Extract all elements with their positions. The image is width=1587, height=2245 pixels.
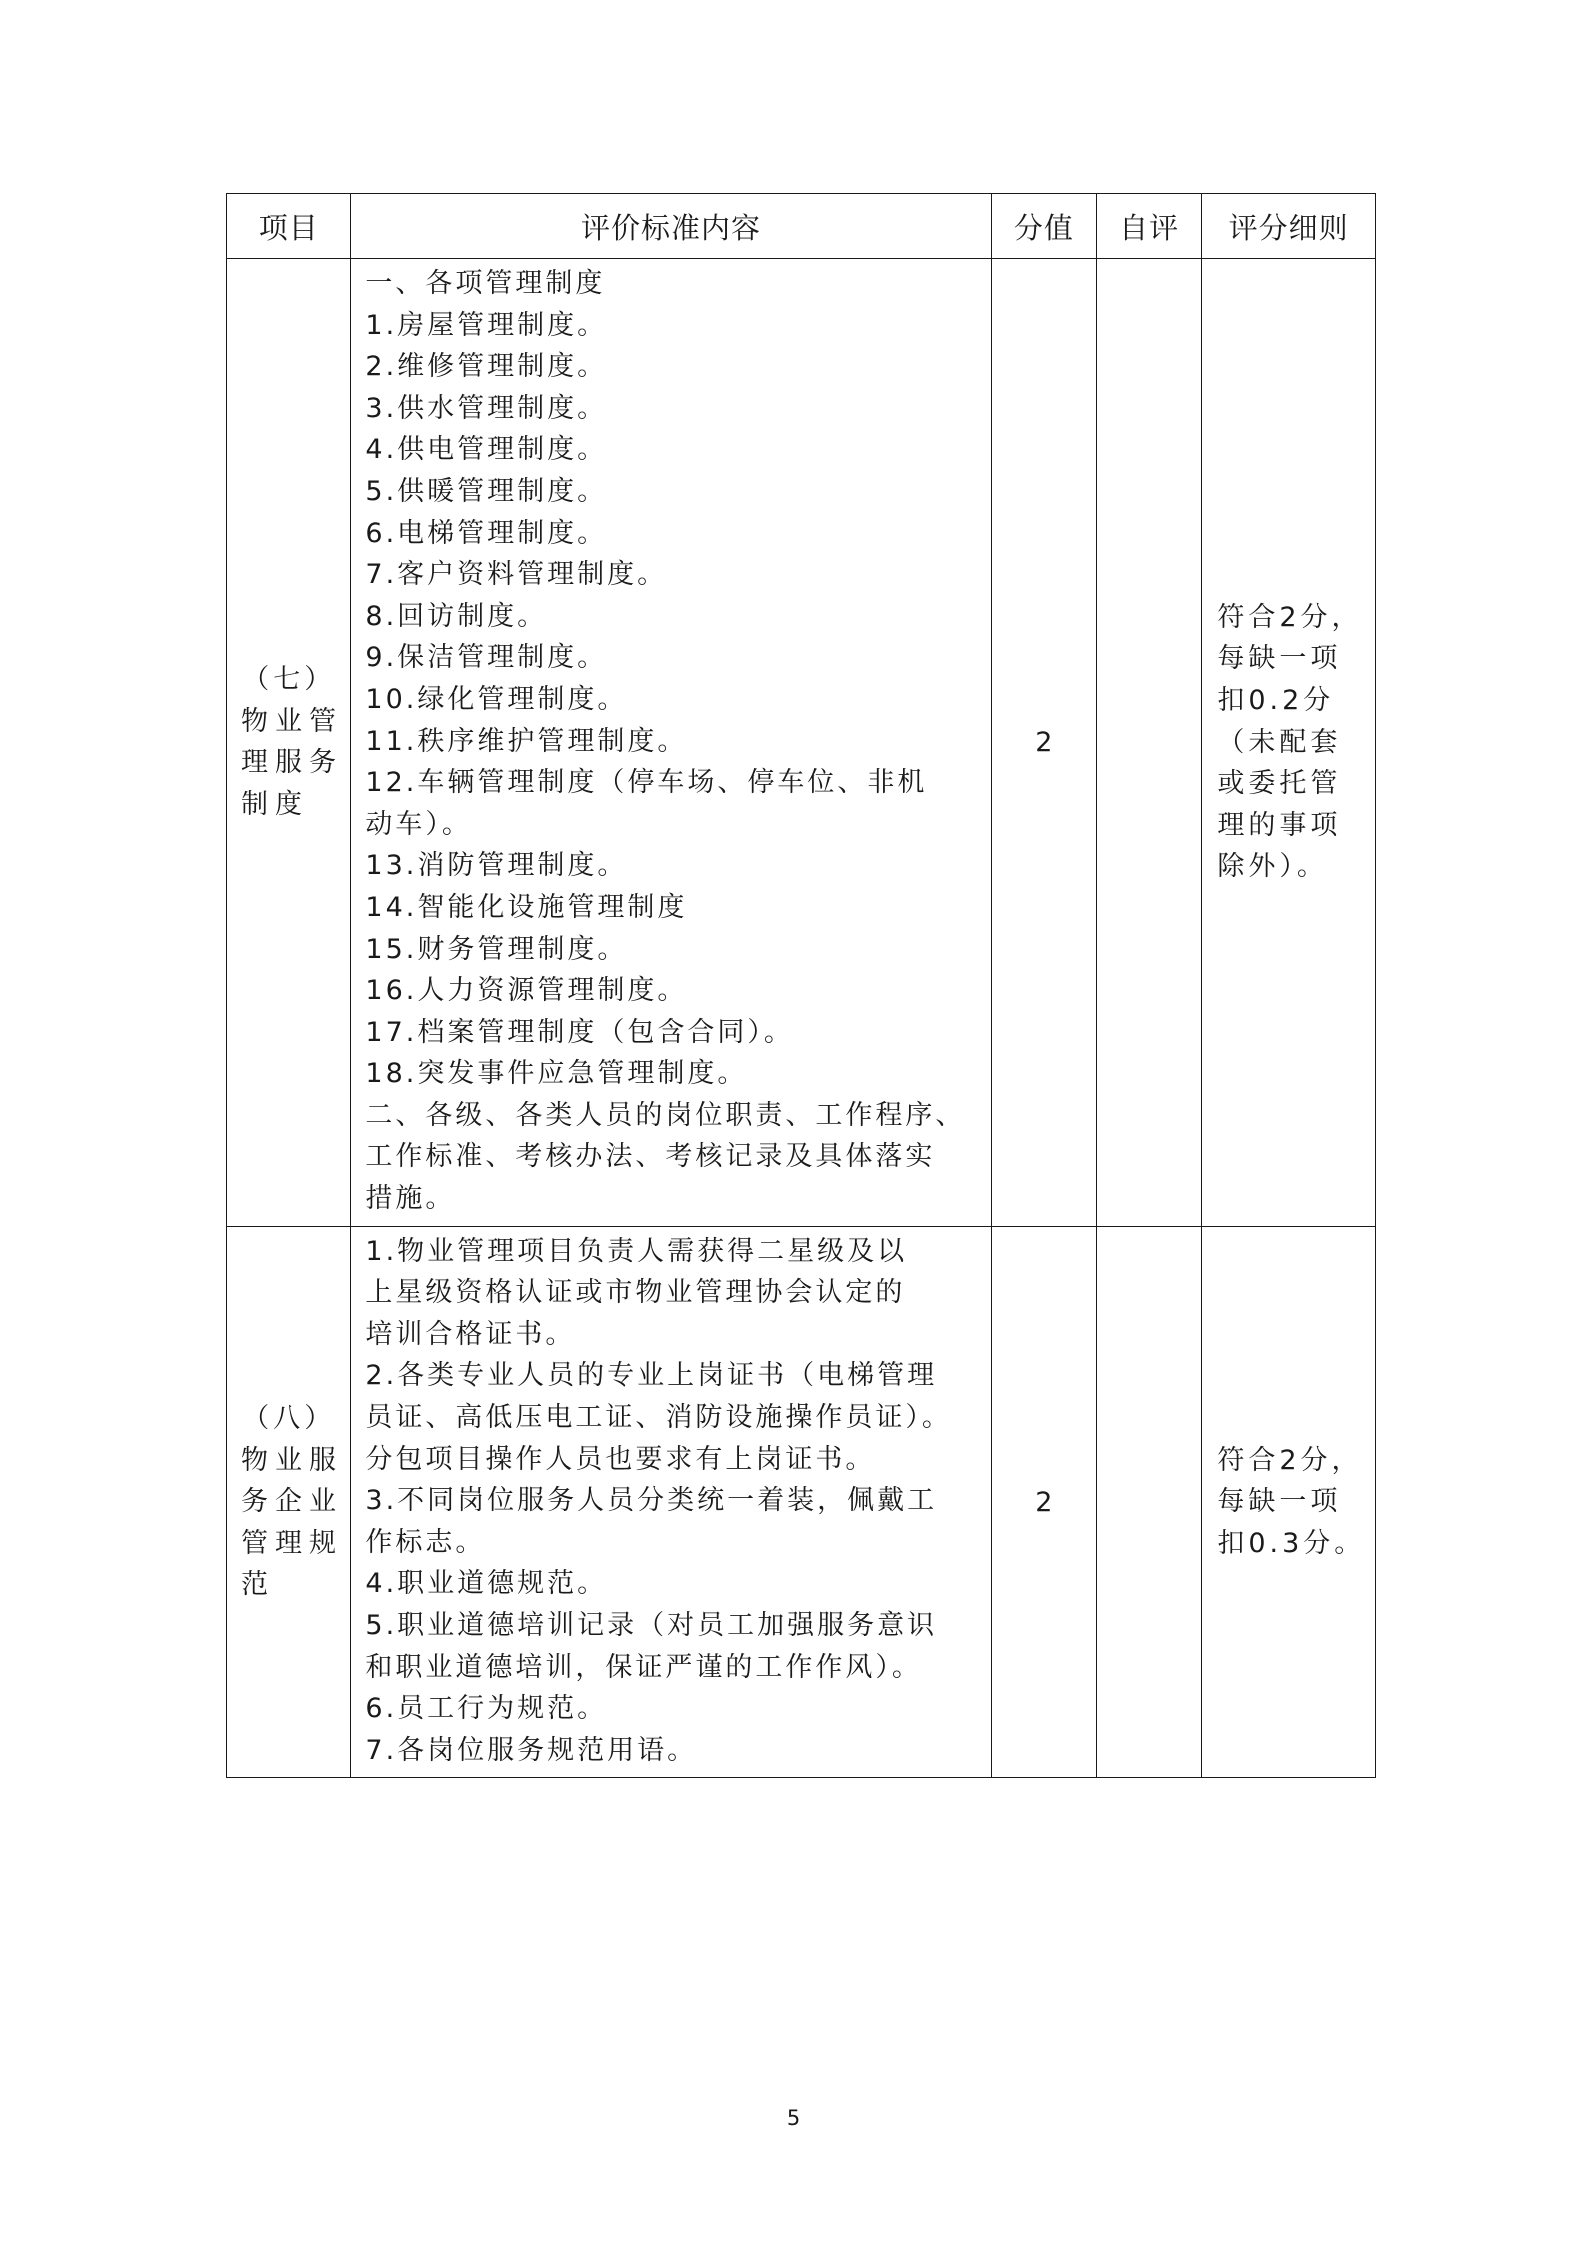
rules-line: 符合2分， [1217,601,1363,633]
rules-cell [1202,1226,1376,1778]
rules-line: （未配套 [1217,726,1342,758]
rules-line: 除外）。 [1217,851,1328,883]
content-line: 13.消防管理制度。 [365,850,628,882]
content-line: 动车）。 [365,808,472,840]
item-line: 务企业 [241,1486,343,1518]
header-rules: 评分细则 [1202,194,1376,259]
self-eval-cell[interactable] [1097,259,1202,1227]
score-cell: 2 [991,259,1096,1227]
evaluation-table [226,193,1376,1778]
content-line: 一、各项管理制度 [365,268,606,299]
content-cell [351,1226,991,1778]
item-line: （八） [242,1403,336,1435]
header-score: 分值 [991,194,1096,259]
content-line: 7.各岗位服务规范用语。 [365,1734,698,1766]
self-eval-cell[interactable] [1097,1226,1202,1778]
rules-line: 或委托管 [1217,768,1342,800]
rules-line: 扣0.2分 [1217,684,1335,716]
content-line: 培训合格证书。 [365,1318,576,1350]
content-line: 3.供水管理制度。 [365,392,608,424]
content-line: 5.职业道德培训记录（对员工加强服务意识 [365,1610,938,1641]
item-line: 物业管 [241,705,343,737]
content-line: 分包项目操作人员也要求有上岗证书。 [365,1443,876,1475]
content-line: 2.维修管理制度。 [365,351,608,383]
content-line: 6.员工行为规范。 [365,1693,608,1725]
item-line: 范 [241,1569,275,1601]
table-header-row [227,194,1376,259]
content-line: 16.人力资源管理制度。 [365,975,688,1007]
content-line: 5.供暖管理制度。 [365,475,608,507]
rules-cell [1202,259,1376,1227]
content-line: 和职业道德培训，保证严谨的工作作风）。 [365,1651,922,1683]
header-self-eval: 自评 [1097,194,1202,259]
content-line: 6.电梯管理制度。 [365,517,608,549]
table-row [227,259,1376,1227]
content-line: 4.职业道德规范。 [365,1568,608,1600]
header-content: 评价标准内容 [351,194,991,259]
item-line: 制度 [241,788,309,820]
rules-line: 符合2分， [1217,1444,1363,1476]
content-line: 1.房屋管理制度。 [365,309,608,341]
content-line: 工作标准、考核办法、考核记录及具体落实 [365,1141,936,1173]
content-line: 14.智能化设施管理制度 [365,891,688,923]
item-line: 物业服 [241,1444,343,1476]
content-line: 3.不同岗位服务人员分类统一着装，佩戴工 [365,1485,938,1517]
content-line: 17.档案管理制度（包含合同）。 [365,1016,794,1048]
table-row [227,1226,1376,1778]
content-line: 作标志。 [365,1526,486,1558]
item-line: 理服务 [241,747,343,779]
rules-line: 每缺一项 [1217,1486,1342,1518]
content-line: 二、各级、各类人员的岗位职责、工作程序、 [365,1099,966,1131]
content-line: 8.回访制度。 [365,600,548,632]
content-line: 11.秩序维护管理制度。 [365,725,688,757]
content-line: 员证、高低压电工证、消防设施操作员证）。 [365,1402,952,1434]
content-line: 12.车辆管理制度（停车场、停车位、非机 [365,767,928,799]
rules-line: 理的事项 [1217,809,1342,841]
content-line: 4.供电管理制度。 [365,434,608,466]
rules-line: 扣0.3分。 [1217,1527,1366,1559]
header-item: 项目 [227,194,351,259]
content-line: 18.突发事件应急管理制度。 [365,1058,748,1090]
content-line: 9.保洁管理制度。 [365,642,608,674]
content-line: 10.绿化管理制度。 [365,683,628,715]
content-line: 上星级资格认证或市物业管理协会认定的 [365,1277,906,1309]
item-line: （七） [242,664,336,696]
content-line: 措施。 [365,1183,456,1215]
content-cell [351,259,991,1227]
content-line: 2.各类专业人员的专业上岗证书（电梯管理 [365,1360,938,1392]
page-number: 5 [786,2106,801,2130]
item-cell [227,259,351,1227]
score-cell: 2 [991,1226,1096,1778]
content-line: 1.物业管理项目负责人需获得二星级及以 [365,1235,908,1267]
content-line: 7.客户资料管理制度。 [365,559,668,591]
item-cell [227,1226,351,1778]
item-line: 管理规 [241,1527,343,1559]
rules-line: 每缺一项 [1217,643,1342,675]
content-line: 15.财务管理制度。 [365,933,628,965]
